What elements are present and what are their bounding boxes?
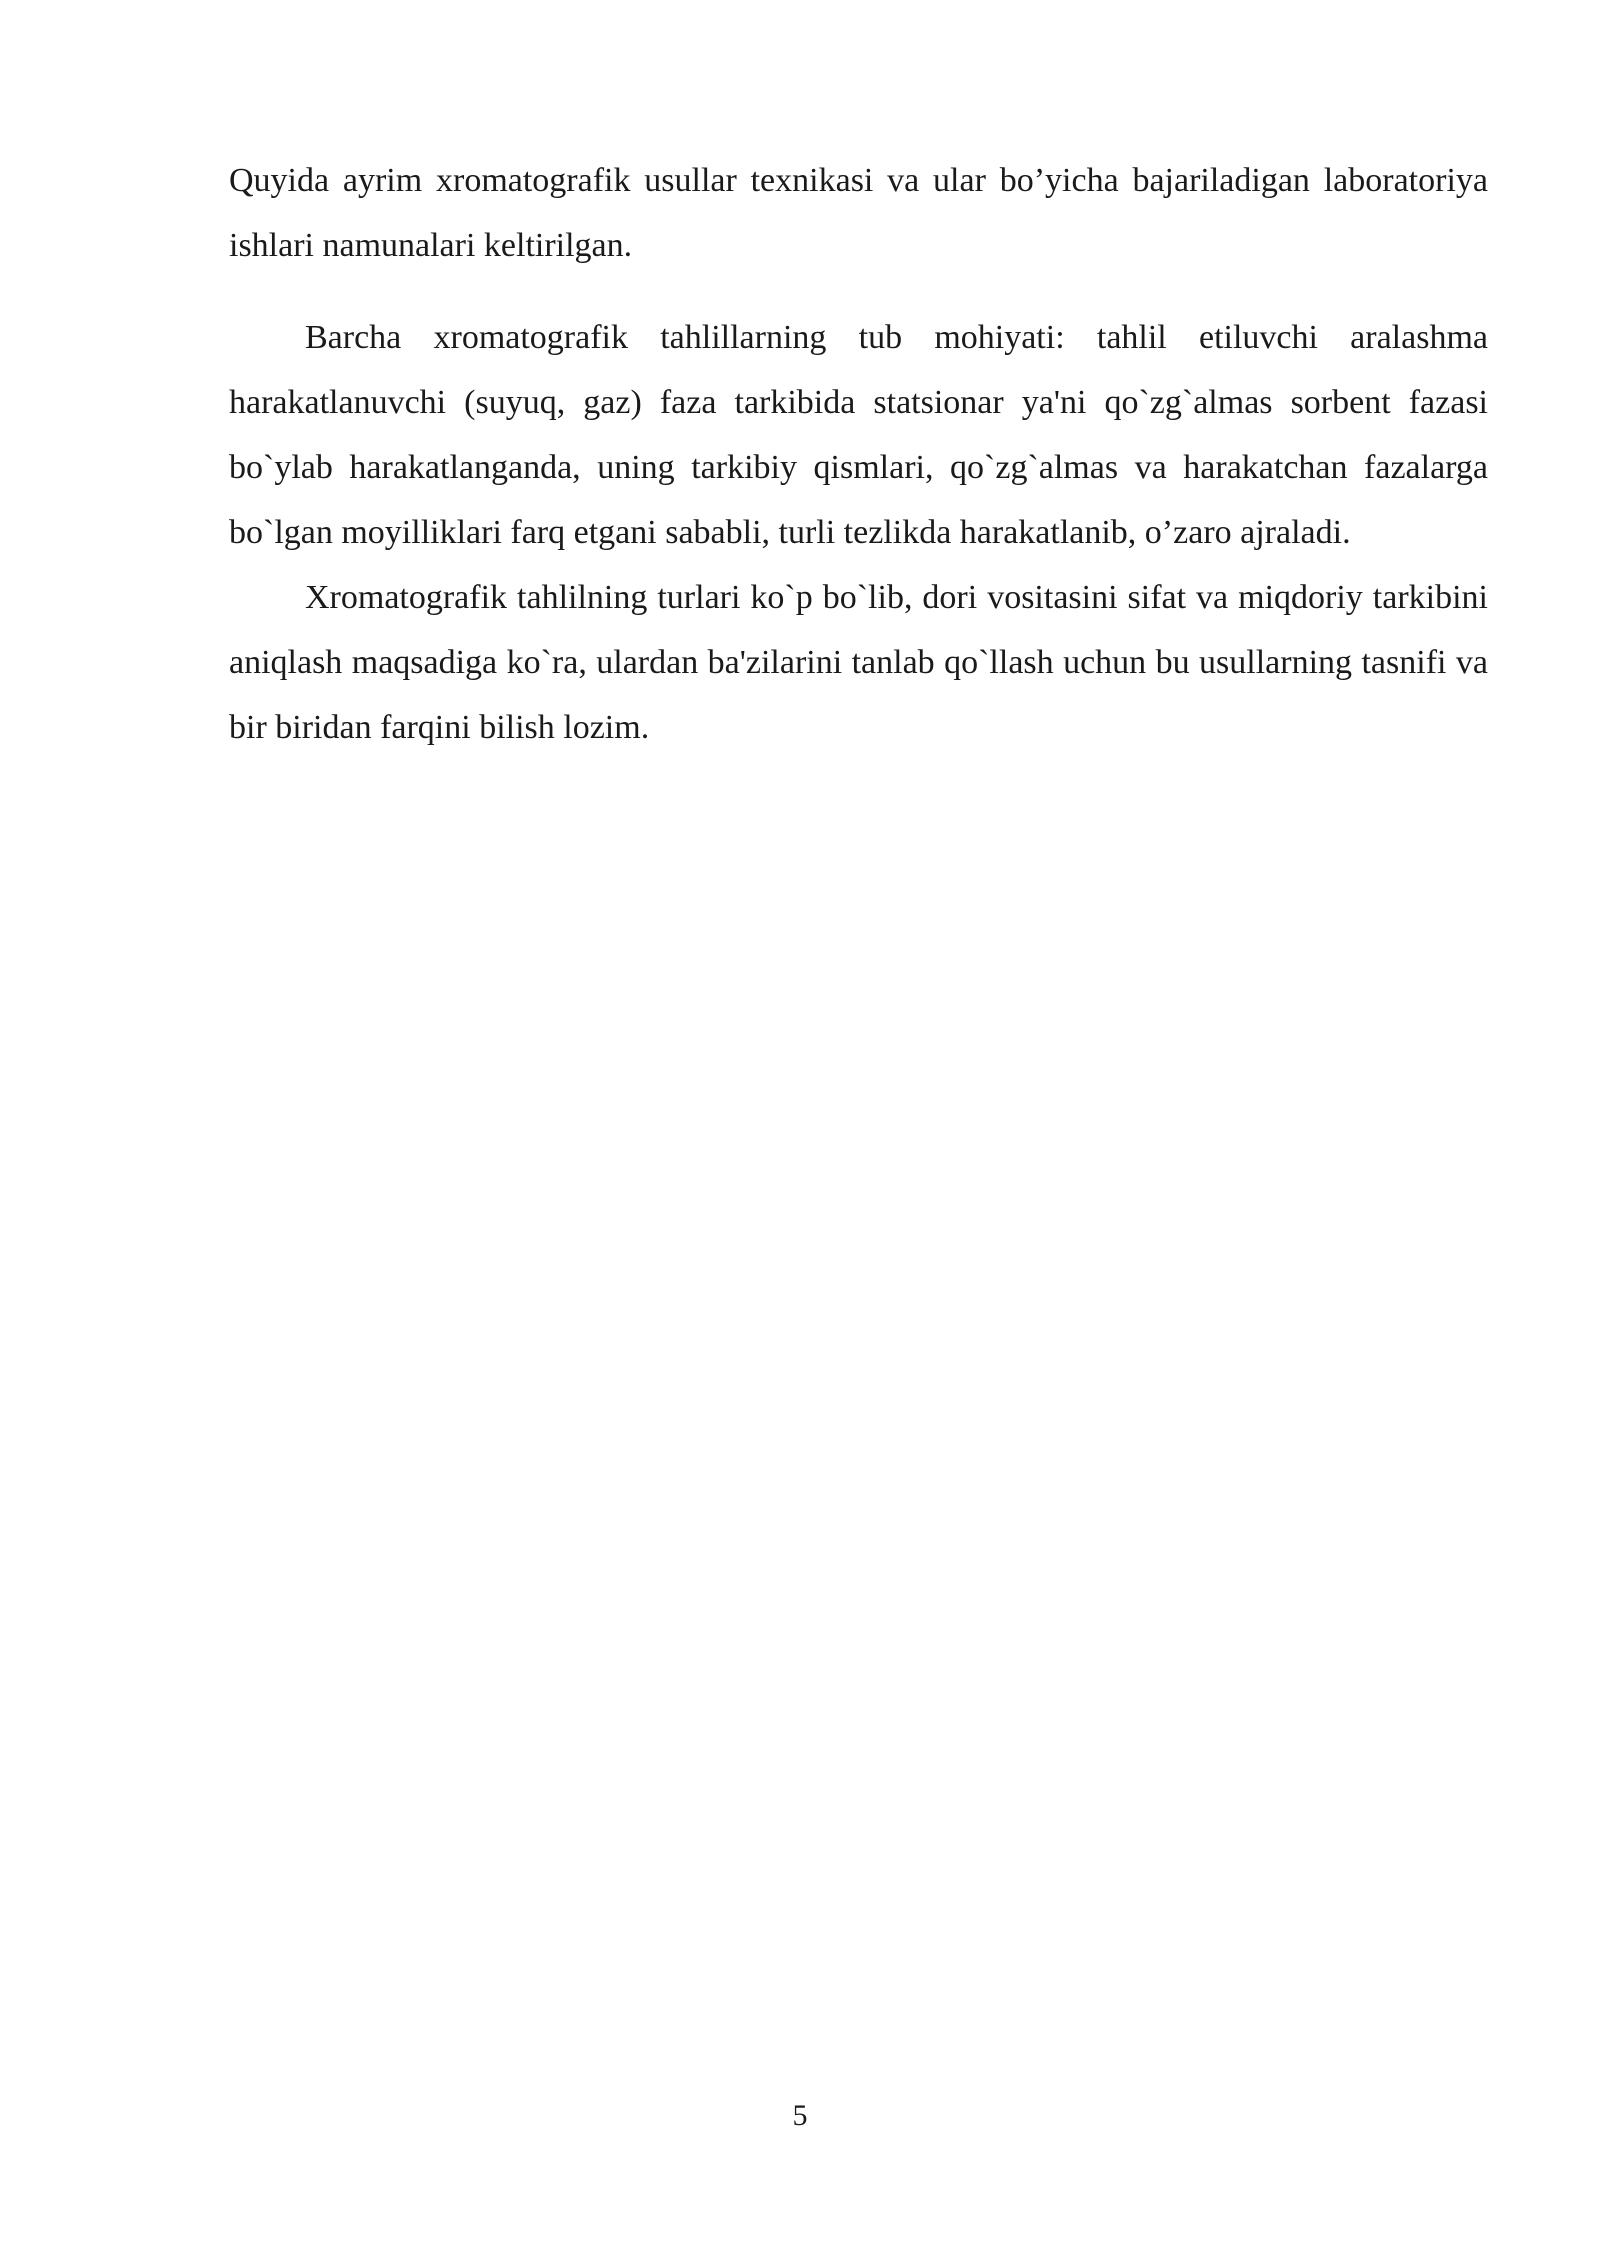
- page-number: 5: [792, 2099, 808, 2132]
- paragraph-essence: Barcha xromatografik tahlillarning tub mohiyati: tahlil etiluvchi aralashma harakatlanuvchi (suyuq, gaz) faza tarkibida statsionar ya'ni qo`zg`almas sorbent fazasi bo`ylab harakatlanganda, uning tarkibiy qismlari, qo`zg`almas va harakatchan fazalarga bo`lgan moyilliklari farq etgani sababli, turli tezlikda harakatlanib, o’zaro ajraladi.: [229, 319, 1488, 551]
- paragraph-intro: Quyida ayrim xromatografik usullar texnikasi va ular bo’yicha bajariladigan laboratoriya ishlari namunalari keltirilgan.: [229, 162, 1488, 264]
- paragraph-types: Xromatografik tahlilning turlari ko`p bo`lib, dori vositasini sifat va miqdoriy tarkibini aniqlash maqsadiga ko`ra, ulardan ba'zilarini tanlab qo`llash uchun bu usullarning tasnifi va bir biridan farqini bilish lozim.: [229, 579, 1488, 746]
- body-text: [229, 148, 1488, 760]
